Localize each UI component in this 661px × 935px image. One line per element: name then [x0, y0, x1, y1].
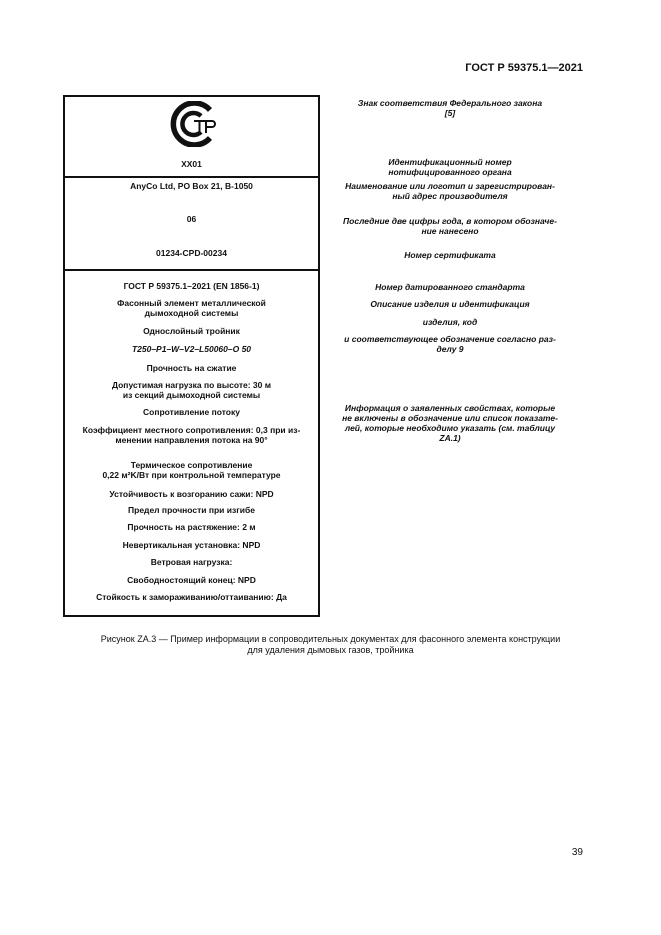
product-line: Фасонный элемент металлической [117, 298, 266, 308]
property-line: Прочность на растяжение: 2 м [127, 522, 256, 532]
property-line: менении направления потока на 90° [115, 435, 268, 445]
annotation-year: ние нанесено [421, 226, 479, 236]
property-line: Предел прочности при изгибе [128, 505, 255, 515]
annotation-properties: лей, которые необходимо указать (см. таблицу [344, 423, 556, 433]
property-line: 0,22 м²K/Вт при контрольной температуре [102, 470, 281, 480]
property-line: Термическое сопротивление [130, 460, 253, 470]
designation-code: T250–P1–W–V2–L50060–O 50 [131, 344, 252, 354]
property-line: Стойкость к замораживанию/оттаиванию: Да [96, 592, 287, 602]
notified-body-id: XX01 [181, 159, 202, 169]
property-line: Коэффициент местного сопротивления: 0,3 при из- [82, 425, 301, 435]
annotation-certificate: Номер сертификата [404, 250, 496, 260]
year-text: 06 [186, 214, 197, 224]
annotation-properties: Информация о заявленных свойствах, которые [344, 403, 556, 413]
annotation-designation: делу 9 [436, 344, 464, 354]
annotation-manufacturer: ный адрес производителя [392, 191, 508, 201]
annotation-mark-ref: [5] [444, 108, 456, 118]
standard-header: ГОСТ Р 59375.1—2021 [465, 62, 583, 74]
caption-line: Рисунок ZA.3 — Пример информации в сопроводительных документах для фасонного элемента конструкции [100, 634, 561, 644]
annotation-standard: Номер датированного стандарта [375, 282, 525, 292]
annotation-year: Последние две цифры года, в котором обозначе- [343, 216, 557, 226]
annotation-manufacturer: Наименование или логотип и зарегистрирован- [345, 181, 555, 191]
annotation-notified-body: нотифицированного органа [388, 167, 512, 177]
conformity-mark-icon [161, 101, 225, 147]
manufacturer-box [63, 178, 320, 271]
property-line: Допустимая нагрузка по высоте: 30 м [111, 380, 272, 390]
property-line: Сопротивление потоку [143, 407, 240, 417]
annotation-properties: не включены в обозначение или список показате- [342, 413, 558, 423]
product-line: дымоходной системы [144, 308, 239, 318]
conformity-mark-box [63, 95, 320, 178]
property-line: Свободностоящий конец: NPD [127, 575, 256, 585]
annotation-mark: Знак соответствия Федерального закона [357, 98, 543, 108]
manufacturer-text: AnyCo Ltd, PO Box 21, B-1050 [130, 181, 253, 191]
certificate-text: 01234-CPD-00234 [156, 248, 227, 258]
property-line: Невертикальная установка: NPD [122, 540, 261, 550]
annotation-code: изделия, код [422, 317, 478, 327]
page-number: 39 [571, 847, 583, 858]
annotation-description: Описание изделия и идентификация [370, 299, 530, 309]
annotation-designation: и соответствующее обозначение согласно раз- [344, 334, 556, 344]
property-line: Ветровая нагрузка: [150, 557, 233, 567]
property-line: из секций дымоходной системы [122, 390, 261, 400]
figure-caption [40, 634, 621, 656]
annotation-properties: ZA.1) [439, 433, 461, 443]
annotation-notified-body: Идентификационный номер [388, 157, 512, 167]
standard-line: ГОСТ Р 59375.1–2021 (EN 1856-1) [123, 281, 260, 291]
product-line: Однослойный тройник [143, 326, 240, 336]
property-line: Прочность на сжатие [146, 363, 237, 373]
product-info-box [63, 271, 320, 617]
property-line: Устойчивость к возгоранию сажи: NPD [109, 489, 274, 499]
caption-line: для удаления дымовых газов, тройника [247, 645, 414, 655]
